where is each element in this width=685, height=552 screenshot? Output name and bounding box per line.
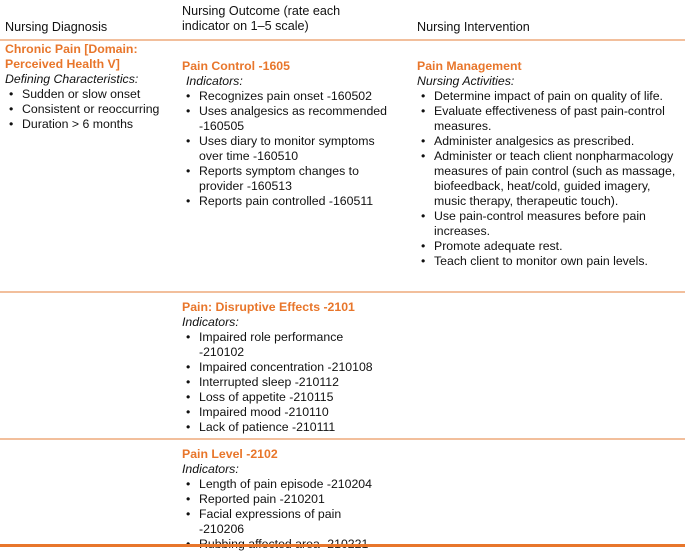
- list-item: • Length of pain episode -210204: [182, 477, 387, 492]
- list-item: • Promote adequate rest.: [417, 239, 683, 254]
- list-item: • Reports symptom changes to provider -160513: [182, 164, 387, 194]
- outcome-subtitle: Indicators:: [182, 315, 239, 329]
- row-divider: [0, 291, 685, 293]
- outcome-subtitle: Indicators:: [182, 462, 239, 476]
- list-item: • Impaired concentration -210108: [182, 360, 387, 375]
- outcome-title: Pain Control -1605: [182, 59, 290, 73]
- list-item: • Duration > 6 months: [5, 117, 177, 132]
- intervention-title: Pain Management: [417, 59, 522, 73]
- list-item: • Facial expressions of pain -210206: [182, 507, 387, 537]
- list-item: • Teach client to monitor own pain levels.: [417, 254, 683, 269]
- outcome-indicator-list: [182, 89, 387, 209]
- list-item: • Administer analgesics as prescribed.: [417, 134, 683, 149]
- diagnosis-title: Chronic Pain [Domain: Perceived Health V]: [5, 42, 138, 71]
- list-item: • Determine impact of pain on quality of life.: [417, 89, 683, 104]
- header-outcome: Nursing Outcome (rate each indicator on 1–5 scale): [182, 4, 341, 33]
- outcome-subtitle: Indicators:: [186, 74, 243, 88]
- header-rule: [0, 39, 685, 41]
- diagnosis-subtitle: Defining Characteristics:: [5, 72, 139, 86]
- header-diagnosis: Nursing Diagnosis: [5, 20, 108, 34]
- header-intervention: Nursing Intervention: [417, 20, 530, 34]
- outcome-indicator-list: [182, 330, 387, 435]
- list-item: • Consistent or reoccurring: [5, 102, 177, 117]
- list-item: • Reported pain -210201: [182, 492, 387, 507]
- outcome-pain-control-cell: [182, 59, 387, 209]
- list-item: • Impaired role performance -210102: [182, 330, 387, 360]
- list-item: • Impaired mood -210110: [182, 405, 387, 420]
- outcome-title: Pain Level -2102: [182, 447, 278, 461]
- diagnosis-cell: [5, 42, 177, 132]
- outcome-disruptive-effects-cell: [182, 300, 387, 435]
- list-item: • Interrupted sleep -210112: [182, 375, 387, 390]
- outcome-title: Pain: Disruptive Effects -2101: [182, 300, 355, 314]
- list-item: • Administer or teach client nonpharmacology measures of pain control (such as massage, biofeedback, heat/cold, guided imagery, music therapy, therapeutic touch).: [417, 149, 683, 209]
- list-item: • Loss of appetite -210115: [182, 390, 387, 405]
- outcome-indicator-list: [182, 477, 387, 552]
- row-divider: [0, 438, 685, 440]
- intervention-cell: [417, 59, 683, 269]
- intervention-list: [417, 89, 683, 269]
- list-item: • Sudden or slow onset: [5, 87, 177, 102]
- list-item: • Recognizes pain onset -160502: [182, 89, 387, 104]
- list-item: • Lack of patience -210111: [182, 420, 387, 435]
- outcome-pain-level-cell: [182, 447, 387, 552]
- list-item: • Evaluate effectiveness of past pain-control measures.: [417, 104, 683, 134]
- table-bottom-rule: [0, 544, 685, 547]
- list-item: • Uses diary to monitor symptoms over time -160510: [182, 134, 387, 164]
- list-item: • Reports pain controlled -160511: [182, 194, 387, 209]
- diagnosis-list: [5, 87, 177, 132]
- list-item: • Uses analgesics as recommended -160505: [182, 104, 387, 134]
- list-item: • Use pain-control measures before pain increases.: [417, 209, 683, 239]
- intervention-subtitle: Nursing Activities:: [417, 74, 515, 88]
